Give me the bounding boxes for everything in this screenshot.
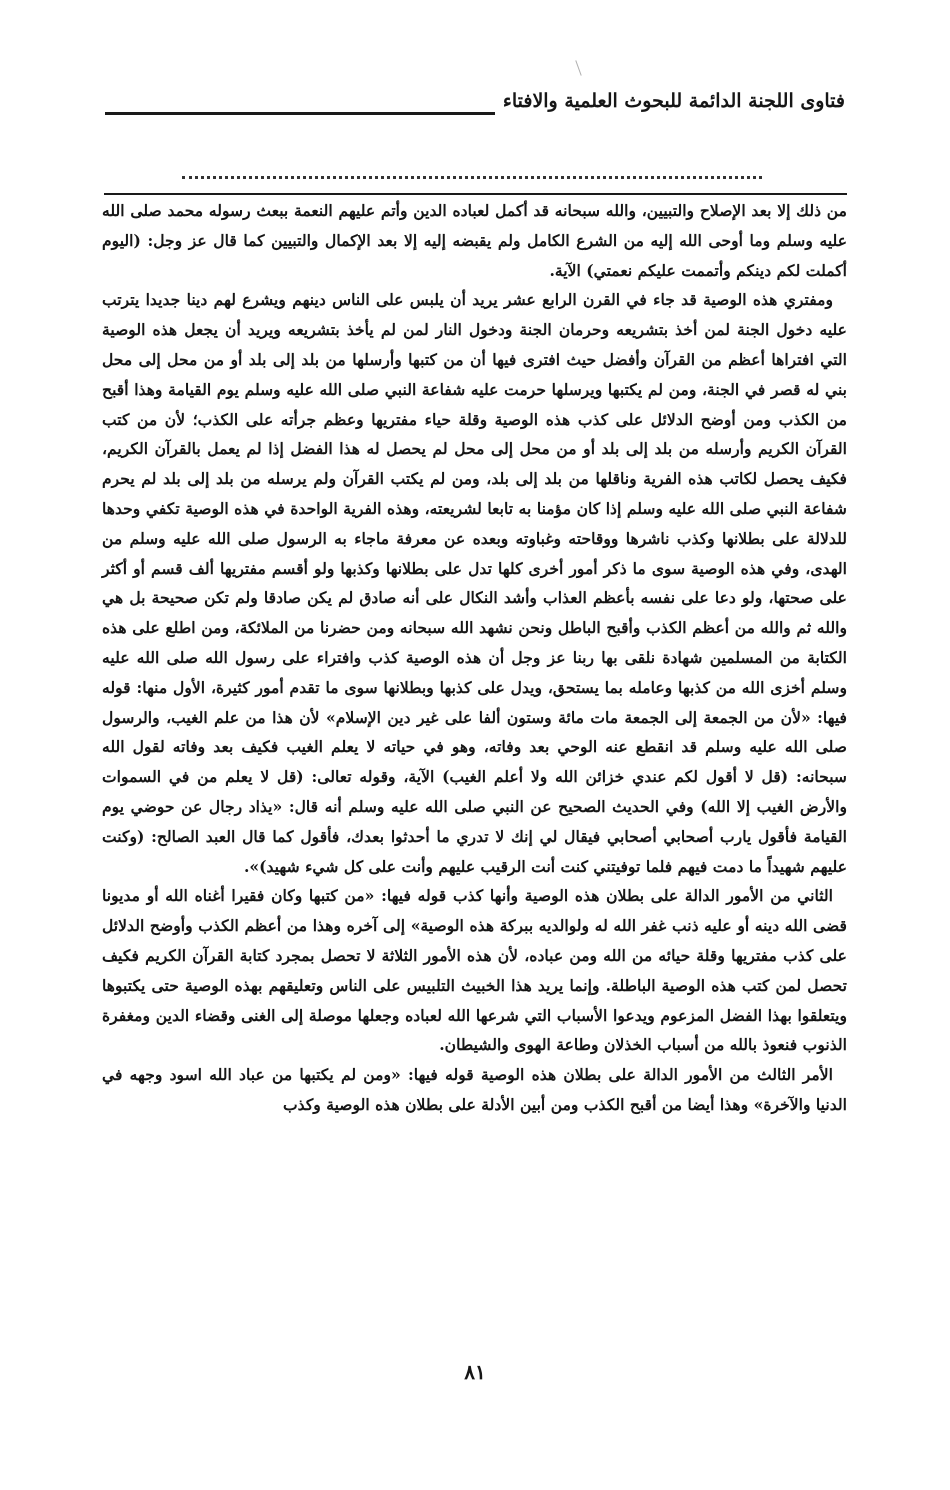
- running-header: [105, 88, 845, 124]
- paragraph-2: ومفتري هذه الوصية قد جاء في القرن الرابع عشر يريد أن يلبس على الناس دينهم ويشرع لهم دينا جديدا يترتب عليه دخول الجنة لمن أخذ بتشريعه وحرمان الجنة ودخول النار لمن لم يأخذ بتشريعه ويريد أن يجعل هذه الوصية التي افتراها أعظم من القرآن وأفضل حيث افترى فيها أن من كتبها وأرسلها من بلد إلى بلد أو من محل إلى محل بني له قصر في الجنة، ومن لم يكتبها ويرسلها حرمت عليه شفاعة النبي صلى الله عليه وسلم يوم القيامة وهذا أقبح من الكذب ومن أوضح الدلائل على كذب هذه الوصية وقلة حياء مفتريها وعظم جرأته على الكذب؛ لأن من كتب القرآن الكريم وأرسله من بلد إلى بلد أو من محل إلى محل لم يحصل له هذا الفضل إذا لم يعمل بالقرآن الكريم، فكيف يحصل لكاتب هذه الفرية وناقلها من بلد إلى بلد، ومن لم يكتب القرآن ولم يرسله من بلد إلى بلد لم يحرم شفاعة النبي صلى الله عليه وسلم إذا كان مؤمنا به تابعا لشريعته، وهذه الفرية الواحدة في هذه الوصية تكفي وحدها للدلالة على بطلانها وكذب ناشرها ووقاحته وغباوته وبعده عن معرفة ماجاء به الرسول صلى الله عليه وسلم من الهدى، وفي هذه الوصية سوى ما ذكر أمور أخرى كلها تدل على بطلانها وكذبها ولو أقسم مفتريها ألف قسم أو أكثر على صحتها، ولو دعا على نفسه بأعظم العذاب وأشد النكال على أنه صادق لم يكن صادقا ولم تكن صحيحة بل هي والله ثم والله من أعظم الكذب وأقبح الباطل ونحن نشهد الله سبحانه ومن حضرنا من الملائكة، ومن اطلع على هذه الكتابة من المسلمين شهادة نلقى بها ربنا عز وجل أن هذه الوصية كذب وافتراء على رسول الله صلى الله عليه وسلم أخزى الله من كذبها وعامله بما يستحق، ويدل على كذبها وبطلانها سوى ما تقدم أمور كثيرة، الأول منها: قوله فيها: «لأن من الجمعة إلى الجمعة مات مائة وستون ألفا على غير دين الإسلام» لأن هذا من علم الغيب، والرسول صلى الله عليه وسلم قد انقطع عنه الوحي بعد وفاته، وهو في حياته لا يعلم الغيب فكيف بعد وفاته لقول الله سبحانه: (قل لا أقول لكم عندي خزائن الله ولا أعلم الغيب) الآية، وقوله تعالى: (قل لا يعلم من في السموات والأرض الغيب إلا الله) وفي الحديث الصحيح عن النبي صلى الله عليه وسلم أنه قال: «يذاد رجال عن حوضي يوم القيامة فأقول يارب أصحابي أصحابي فيقال لي إنك لا تدري ما أحدثوا بعدك، فأقول كما قال العبد الصالح: (وكنت عليهم شهيداً ما دمت فيهم فلما توفيتني كنت أنت الرقيب عليهم وأنت على كل شيء شهيد)».: [102, 290, 847, 876]
- text-separator-rule: [104, 193, 847, 195]
- scan-artifact: [575, 60, 581, 75]
- paragraph-1: من ذلك إلا بعد الإصلاح والتبيين، والله سبحانه قد أكمل لعباده الدين وأتم عليهم النعمة ببعث رسوله محمد صلى الله عليه وسلم وما أوحى الله إليه من الشرع الكامل ولم يقبضه إليه إلا بعد الإكمال والتبيين كما قال عز وجل: (اليوم أكملت لكم دينكم وأتممت عليكم نعمتي) الآية.: [102, 201, 847, 280]
- running-header-title: فتاوى اللجنة الدائمة للبحوث العلمية والافتاء: [502, 90, 845, 112]
- dotted-separator: [182, 162, 762, 179]
- paragraph-3: الثاني من الأمور الدالة على بطلان هذه الوصية وأنها كذب قوله فيها: «من كتبها وكان فقيرا أغناه الله أو مديونا قضى الله دينه أو عليه ذنب غفر الله له ولوالديه ببركة هذه الوصية» إلى آخره وهذا من أعظم الكذب وأوضح الدلائل على كذب مفتريها وقلة حيائه من الله ومن عباده، لأن هذه الأمور الثلاثة لا تحصل بمجرد كتابة القرآن الكريم فكيف تحصل لمن كتب هذه الوصية الباطلة. وإنما يريد هذا الخبيث التلبيس على الناس وتعليقهم بهذه الوصية حتى يكتبوها ويتعلقوا بهذا الفضل المزعوم ويدعوا الأسباب التي شرعها الله لعباده وجعلها موصلة إلى الغنى وقضاء الدين ومغفرة الذنوب فنعوذ بالله من أسباب الخذلان وطاعة الهوى والشيطان.: [102, 886, 847, 1055]
- header-rule: [105, 112, 495, 115]
- body-text: [102, 196, 847, 1120]
- page-number: ٨١: [464, 1360, 486, 1384]
- paragraph-4: الأمر الثالث من الأمور الدالة على بطلان هذه الوصية قوله فيها: «ومن لم يكتبها من عباد الله اسود وجهه في الدنيا والآخرة» وهذا أيضا من أقبح الكذب ومن أبين الأدلة على بطلان هذه الوصية وكذب: [102, 1065, 847, 1114]
